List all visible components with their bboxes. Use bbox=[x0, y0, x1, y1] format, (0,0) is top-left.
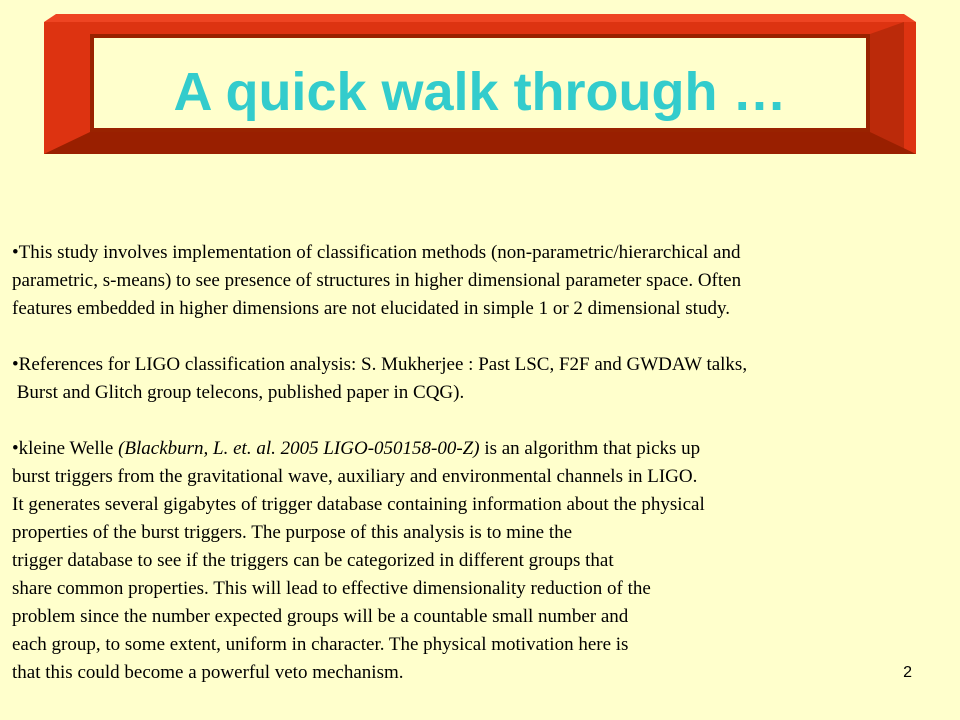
bullet-line: share common properties. This will lead to effective dimensionality reduction of the bbox=[12, 578, 651, 599]
bullet-line: trigger database to see if the triggers can be categorized in different groups that bbox=[12, 550, 614, 571]
bullet-line: that this could become a powerful veto mechanism. bbox=[12, 662, 404, 683]
bullet-line: •References for LIGO classification analysis: S. Mukherjee : Past LSC, F2F and GWDAW talks, bbox=[12, 354, 748, 375]
bullet-line: each group, to some extent, uniform in character. The physical motivation here is bbox=[12, 634, 629, 655]
bullet-line: •This study involves implementation of classification methods (non-parametric/hierarchical and bbox=[12, 242, 741, 263]
bullet-line: problem since the number expected groups will be a countable small number and bbox=[12, 606, 629, 627]
bullet-references bbox=[12, 351, 947, 407]
bullet-line: features embedded in higher dimensions are not elucidated in simple 1 or 2 dimensional study. bbox=[12, 298, 730, 319]
bullet-line: It generates several gigabytes of trigger database containing information about the physical bbox=[12, 494, 705, 515]
bullet-study bbox=[12, 239, 947, 323]
bullet-line: parametric, s-means) to see presence of structures in higher dimensional parameter space. Often bbox=[12, 270, 742, 291]
page-number: 2 bbox=[903, 664, 912, 681]
bullet-line: properties of the burst triggers. The purpose of this analysis is to mine the bbox=[12, 522, 573, 543]
bullet-line: burst triggers from the gravitational wave, auxiliary and environmental channels in LIGO. bbox=[12, 466, 698, 487]
bullet-first-line bbox=[12, 435, 947, 463]
slide-body bbox=[12, 239, 947, 687]
slide-title: A quick walk through … bbox=[173, 62, 787, 122]
first-line-pre: •kleine Welle bbox=[12, 438, 119, 459]
paragraph-gap bbox=[12, 323, 947, 351]
citation-reference: (Blackburn, L. et. al. 2005 LIGO-050158-00-Z) bbox=[118, 438, 480, 459]
banner-top-bevel bbox=[44, 14, 916, 22]
banner-bottom-side bbox=[44, 132, 916, 154]
banner-right-side bbox=[870, 22, 904, 154]
first-line-post: is an algorithm that picks up bbox=[479, 438, 701, 459]
bullet-kleine-welle bbox=[12, 435, 947, 687]
bullet-line: Burst and Glitch group telecons, published paper in CQG). bbox=[12, 382, 465, 403]
paragraph-gap bbox=[12, 407, 947, 435]
